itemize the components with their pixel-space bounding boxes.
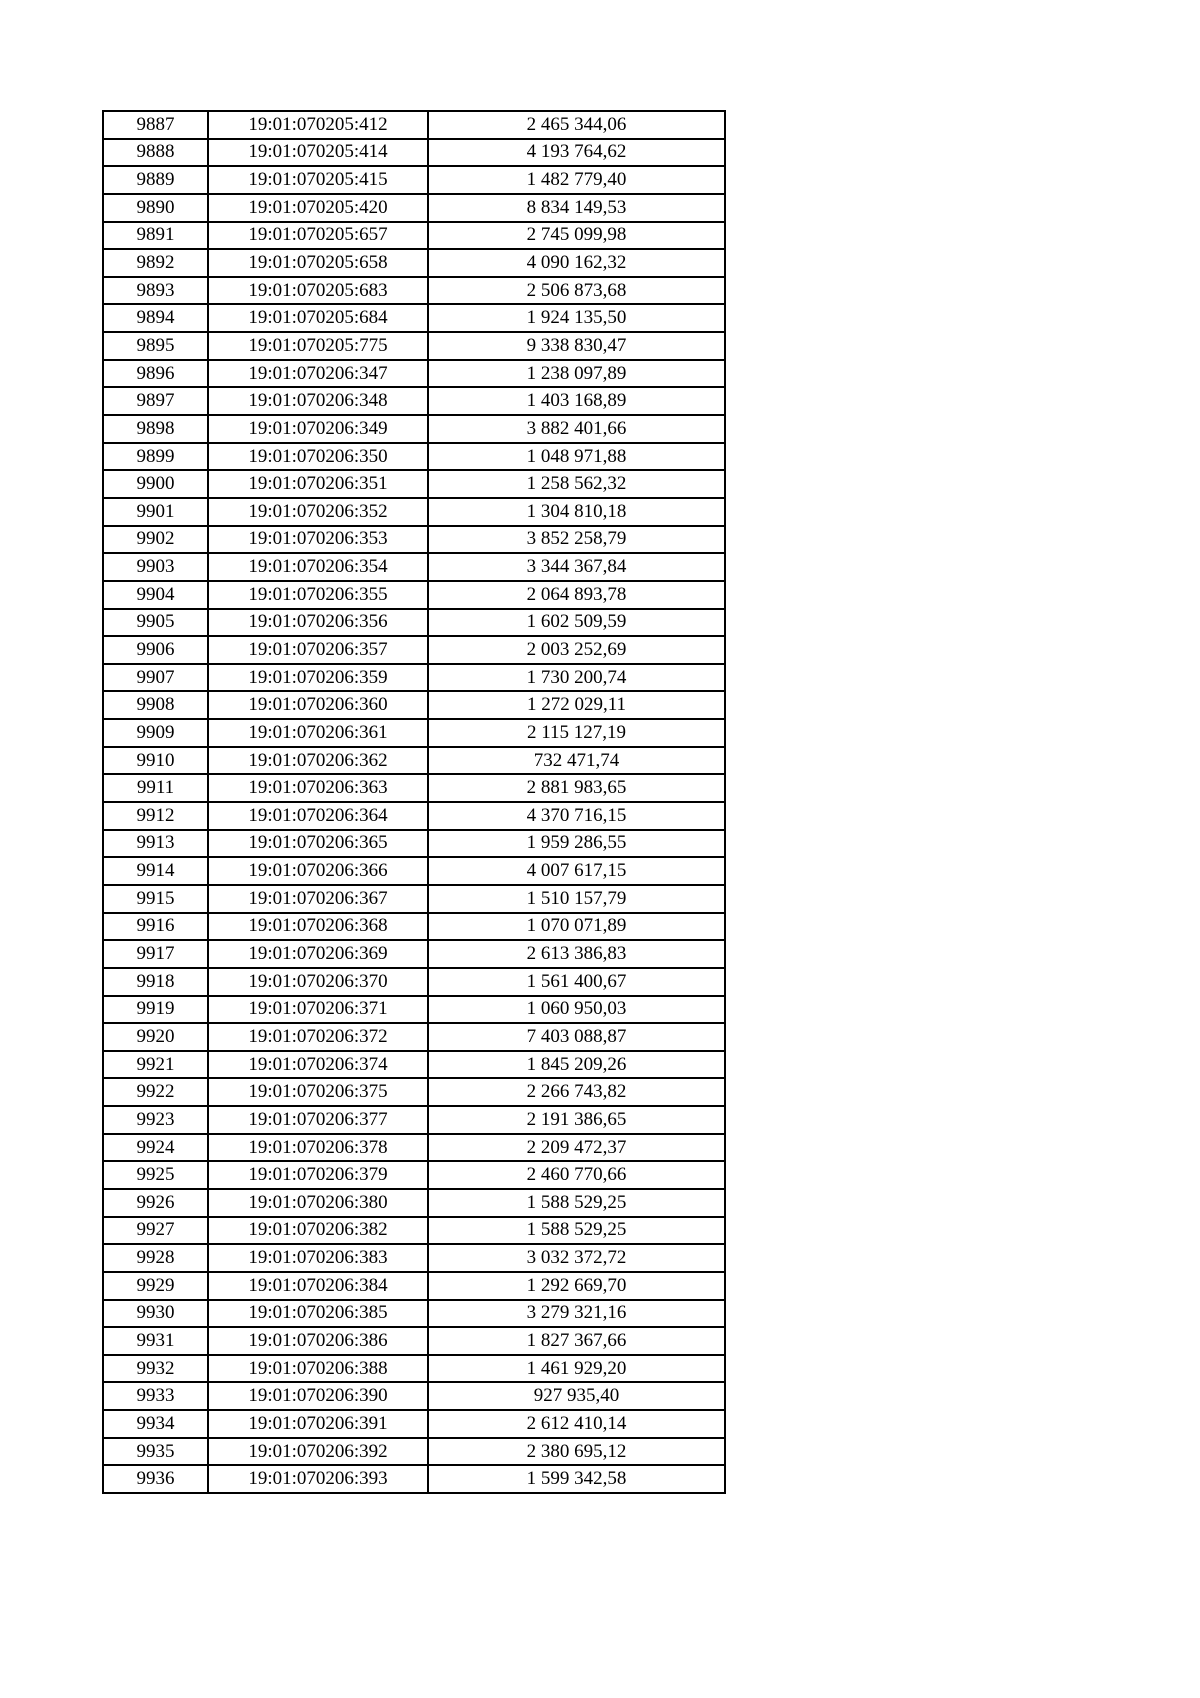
row-number-cell: 9903: [103, 553, 208, 581]
table-row: [103, 1465, 725, 1493]
value-cell: 3 852 258,79: [428, 526, 725, 554]
table-row: [103, 1106, 725, 1134]
cadastral-number-cell: 19:01:070205:684: [208, 304, 428, 332]
table-row: [103, 1410, 725, 1438]
table-row: [103, 304, 725, 332]
cadastral-number-cell: 19:01:070206:362: [208, 747, 428, 775]
table-row: [103, 885, 725, 913]
cadastral-number-cell: 19:01:070206:359: [208, 664, 428, 692]
table-body: [103, 111, 725, 1493]
row-number-cell: 9891: [103, 222, 208, 250]
table-row: [103, 857, 725, 885]
value-cell: 1 403 168,89: [428, 387, 725, 415]
data-table: [102, 110, 726, 1494]
value-cell: 2 460 770,66: [428, 1161, 725, 1189]
row-number-cell: 9926: [103, 1189, 208, 1217]
value-cell: 927 935,40: [428, 1382, 725, 1410]
cadastral-number-cell: 19:01:070206:383: [208, 1244, 428, 1272]
cadastral-number-cell: 19:01:070206:384: [208, 1272, 428, 1300]
cadastral-number-cell: 19:01:070205:658: [208, 249, 428, 277]
value-cell: 4 193 764,62: [428, 139, 725, 167]
table-row: [103, 664, 725, 692]
cadastral-number-cell: 19:01:070205:657: [208, 222, 428, 250]
row-number-cell: 9929: [103, 1272, 208, 1300]
cadastral-number-cell: 19:01:070206:372: [208, 1023, 428, 1051]
table-row: [103, 166, 725, 194]
cadastral-number-cell: 19:01:070206:374: [208, 1051, 428, 1079]
table-row: [103, 332, 725, 360]
cadastral-number-cell: 19:01:070206:385: [208, 1300, 428, 1328]
row-number-cell: 9901: [103, 498, 208, 526]
row-number-cell: 9935: [103, 1438, 208, 1466]
table-row: [103, 1244, 725, 1272]
value-cell: 1 561 400,67: [428, 968, 725, 996]
cadastral-number-cell: 19:01:070206:363: [208, 774, 428, 802]
row-number-cell: 9921: [103, 1051, 208, 1079]
value-cell: 3 032 372,72: [428, 1244, 725, 1272]
row-number-cell: 9933: [103, 1382, 208, 1410]
cadastral-number-cell: 19:01:070206:355: [208, 581, 428, 609]
cadastral-number-cell: 19:01:070206:350: [208, 443, 428, 471]
row-number-cell: 9888: [103, 139, 208, 167]
cadastral-number-cell: 19:01:070206:369: [208, 940, 428, 968]
value-cell: 3 882 401,66: [428, 415, 725, 443]
cadastral-number-cell: 19:01:070206:356: [208, 609, 428, 637]
value-cell: 1 048 971,88: [428, 443, 725, 471]
cadastral-number-cell: 19:01:070206:377: [208, 1106, 428, 1134]
cadastral-number-cell: 19:01:070206:348: [208, 387, 428, 415]
cadastral-number-cell: 19:01:070206:393: [208, 1465, 428, 1493]
row-number-cell: 9923: [103, 1106, 208, 1134]
value-cell: 2 465 344,06: [428, 111, 725, 139]
cadastral-number-cell: 19:01:070206:360: [208, 691, 428, 719]
table-row: [103, 719, 725, 747]
table-row: [103, 360, 725, 388]
value-cell: 1 461 929,20: [428, 1355, 725, 1383]
table-row: [103, 996, 725, 1024]
table-row: [103, 249, 725, 277]
table-row: [103, 1161, 725, 1189]
table-row: [103, 747, 725, 775]
cadastral-number-cell: 19:01:070206:388: [208, 1355, 428, 1383]
table-row: [103, 1078, 725, 1106]
table-row: [103, 498, 725, 526]
value-cell: 1 060 950,03: [428, 996, 725, 1024]
table-row: [103, 1355, 725, 1383]
table-row: [103, 1300, 725, 1328]
value-cell: 1 845 209,26: [428, 1051, 725, 1079]
row-number-cell: 9896: [103, 360, 208, 388]
table-row: [103, 581, 725, 609]
cadastral-number-cell: 19:01:070206:364: [208, 802, 428, 830]
row-number-cell: 9897: [103, 387, 208, 415]
cadastral-number-cell: 19:01:070206:357: [208, 636, 428, 664]
table-row: [103, 968, 725, 996]
cadastral-number-cell: 19:01:070206:349: [208, 415, 428, 443]
table-row: [103, 1217, 725, 1245]
value-cell: 2 003 252,69: [428, 636, 725, 664]
value-cell: 1 588 529,25: [428, 1217, 725, 1245]
value-cell: 2 506 873,68: [428, 277, 725, 305]
value-cell: 1 730 200,74: [428, 664, 725, 692]
row-number-cell: 9887: [103, 111, 208, 139]
table-row: [103, 1023, 725, 1051]
table-row: [103, 1272, 725, 1300]
value-cell: 1 238 097,89: [428, 360, 725, 388]
row-number-cell: 9915: [103, 885, 208, 913]
cadastral-number-cell: 19:01:070206:379: [208, 1161, 428, 1189]
value-cell: 1 304 810,18: [428, 498, 725, 526]
row-number-cell: 9936: [103, 1465, 208, 1493]
table-row: [103, 443, 725, 471]
row-number-cell: 9890: [103, 194, 208, 222]
value-cell: 8 834 149,53: [428, 194, 725, 222]
row-number-cell: 9909: [103, 719, 208, 747]
table-row: [103, 609, 725, 637]
value-cell: 1 827 367,66: [428, 1327, 725, 1355]
value-cell: 732 471,74: [428, 747, 725, 775]
value-cell: 4 370 716,15: [428, 802, 725, 830]
row-number-cell: 9934: [103, 1410, 208, 1438]
cadastral-number-cell: 19:01:070206:382: [208, 1217, 428, 1245]
row-number-cell: 9931: [103, 1327, 208, 1355]
row-number-cell: 9914: [103, 857, 208, 885]
table-row: [103, 1438, 725, 1466]
cadastral-number-cell: 19:01:070206:378: [208, 1134, 428, 1162]
table-row: [103, 830, 725, 858]
value-cell: 4 090 162,32: [428, 249, 725, 277]
table-row: [103, 636, 725, 664]
row-number-cell: 9911: [103, 774, 208, 802]
cadastral-number-cell: 19:01:070205:683: [208, 277, 428, 305]
row-number-cell: 9913: [103, 830, 208, 858]
cadastral-number-cell: 19:01:070206:367: [208, 885, 428, 913]
cadastral-number-cell: 19:01:070205:414: [208, 139, 428, 167]
table-row: [103, 277, 725, 305]
value-cell: 4 007 617,15: [428, 857, 725, 885]
cadastral-number-cell: 19:01:070206:352: [208, 498, 428, 526]
table-row: [103, 1051, 725, 1079]
value-cell: 2 266 743,82: [428, 1078, 725, 1106]
value-cell: 2 613 386,83: [428, 940, 725, 968]
cadastral-number-cell: 19:01:070206:386: [208, 1327, 428, 1355]
cadastral-number-cell: 19:01:070206:370: [208, 968, 428, 996]
row-number-cell: 9910: [103, 747, 208, 775]
row-number-cell: 9927: [103, 1217, 208, 1245]
cadastral-number-cell: 19:01:070206:392: [208, 1438, 428, 1466]
value-cell: 1 959 286,55: [428, 830, 725, 858]
cadastral-number-cell: 19:01:070206:351: [208, 470, 428, 498]
row-number-cell: 9893: [103, 277, 208, 305]
row-number-cell: 9899: [103, 443, 208, 471]
row-number-cell: 9902: [103, 526, 208, 554]
table-row: [103, 553, 725, 581]
table-row: [103, 526, 725, 554]
table-row: [103, 1189, 725, 1217]
table-row: [103, 802, 725, 830]
row-number-cell: 9908: [103, 691, 208, 719]
value-cell: 1 070 071,89: [428, 913, 725, 941]
table-row: [103, 415, 725, 443]
cadastral-number-cell: 19:01:070206:366: [208, 857, 428, 885]
row-number-cell: 9894: [103, 304, 208, 332]
row-number-cell: 9906: [103, 636, 208, 664]
row-number-cell: 9932: [103, 1355, 208, 1383]
row-number-cell: 9925: [103, 1161, 208, 1189]
table-row: [103, 1382, 725, 1410]
value-cell: 1 510 157,79: [428, 885, 725, 913]
table-row: [103, 194, 725, 222]
table-row: [103, 139, 725, 167]
cadastral-number-cell: 19:01:070205:420: [208, 194, 428, 222]
value-cell: 3 344 367,84: [428, 553, 725, 581]
row-number-cell: 9889: [103, 166, 208, 194]
cadastral-number-cell: 19:01:070205:415: [208, 166, 428, 194]
value-cell: 1 924 135,50: [428, 304, 725, 332]
table-row: [103, 940, 725, 968]
table-row: [103, 222, 725, 250]
row-number-cell: 9920: [103, 1023, 208, 1051]
cadastral-number-cell: 19:01:070206:371: [208, 996, 428, 1024]
row-number-cell: 9898: [103, 415, 208, 443]
value-cell: 9 338 830,47: [428, 332, 725, 360]
table-row: [103, 387, 725, 415]
value-cell: 1 482 779,40: [428, 166, 725, 194]
row-number-cell: 9892: [103, 249, 208, 277]
cadastral-number-cell: 19:01:070206:361: [208, 719, 428, 747]
value-cell: 1 602 509,59: [428, 609, 725, 637]
row-number-cell: 9930: [103, 1300, 208, 1328]
row-number-cell: 9907: [103, 664, 208, 692]
row-number-cell: 9918: [103, 968, 208, 996]
row-number-cell: 9912: [103, 802, 208, 830]
cadastral-number-cell: 19:01:070206:354: [208, 553, 428, 581]
value-cell: 2 881 983,65: [428, 774, 725, 802]
table-row: [103, 913, 725, 941]
value-cell: 2 191 386,65: [428, 1106, 725, 1134]
row-number-cell: 9924: [103, 1134, 208, 1162]
value-cell: 2 745 099,98: [428, 222, 725, 250]
cadastral-number-cell: 19:01:070206:391: [208, 1410, 428, 1438]
table-row: [103, 774, 725, 802]
value-cell: 2 380 695,12: [428, 1438, 725, 1466]
cadastral-number-cell: 19:01:070205:412: [208, 111, 428, 139]
cadastral-number-cell: 19:01:070206:368: [208, 913, 428, 941]
value-cell: 1 272 029,11: [428, 691, 725, 719]
cadastral-number-cell: 19:01:070206:353: [208, 526, 428, 554]
cadastral-number-cell: 19:01:070206:390: [208, 1382, 428, 1410]
row-number-cell: 9916: [103, 913, 208, 941]
row-number-cell: 9928: [103, 1244, 208, 1272]
value-cell: 2 209 472,37: [428, 1134, 725, 1162]
value-cell: 2 064 893,78: [428, 581, 725, 609]
cadastral-number-cell: 19:01:070206:347: [208, 360, 428, 388]
value-cell: 3 279 321,16: [428, 1300, 725, 1328]
table-row: [103, 111, 725, 139]
value-cell: 1 588 529,25: [428, 1189, 725, 1217]
value-cell: 7 403 088,87: [428, 1023, 725, 1051]
table-row: [103, 470, 725, 498]
value-cell: 2 612 410,14: [428, 1410, 725, 1438]
cadastral-number-cell: 19:01:070206:380: [208, 1189, 428, 1217]
row-number-cell: 9917: [103, 940, 208, 968]
cadastral-number-cell: 19:01:070205:775: [208, 332, 428, 360]
row-number-cell: 9919: [103, 996, 208, 1024]
row-number-cell: 9900: [103, 470, 208, 498]
value-cell: 2 115 127,19: [428, 719, 725, 747]
row-number-cell: 9895: [103, 332, 208, 360]
row-number-cell: 9904: [103, 581, 208, 609]
cadastral-number-cell: 19:01:070206:375: [208, 1078, 428, 1106]
value-cell: 1 258 562,32: [428, 470, 725, 498]
cadastral-number-cell: 19:01:070206:365: [208, 830, 428, 858]
row-number-cell: 9905: [103, 609, 208, 637]
table-row: [103, 1327, 725, 1355]
row-number-cell: 9922: [103, 1078, 208, 1106]
value-cell: 1 292 669,70: [428, 1272, 725, 1300]
value-cell: 1 599 342,58: [428, 1465, 725, 1493]
table-row: [103, 691, 725, 719]
table-row: [103, 1134, 725, 1162]
